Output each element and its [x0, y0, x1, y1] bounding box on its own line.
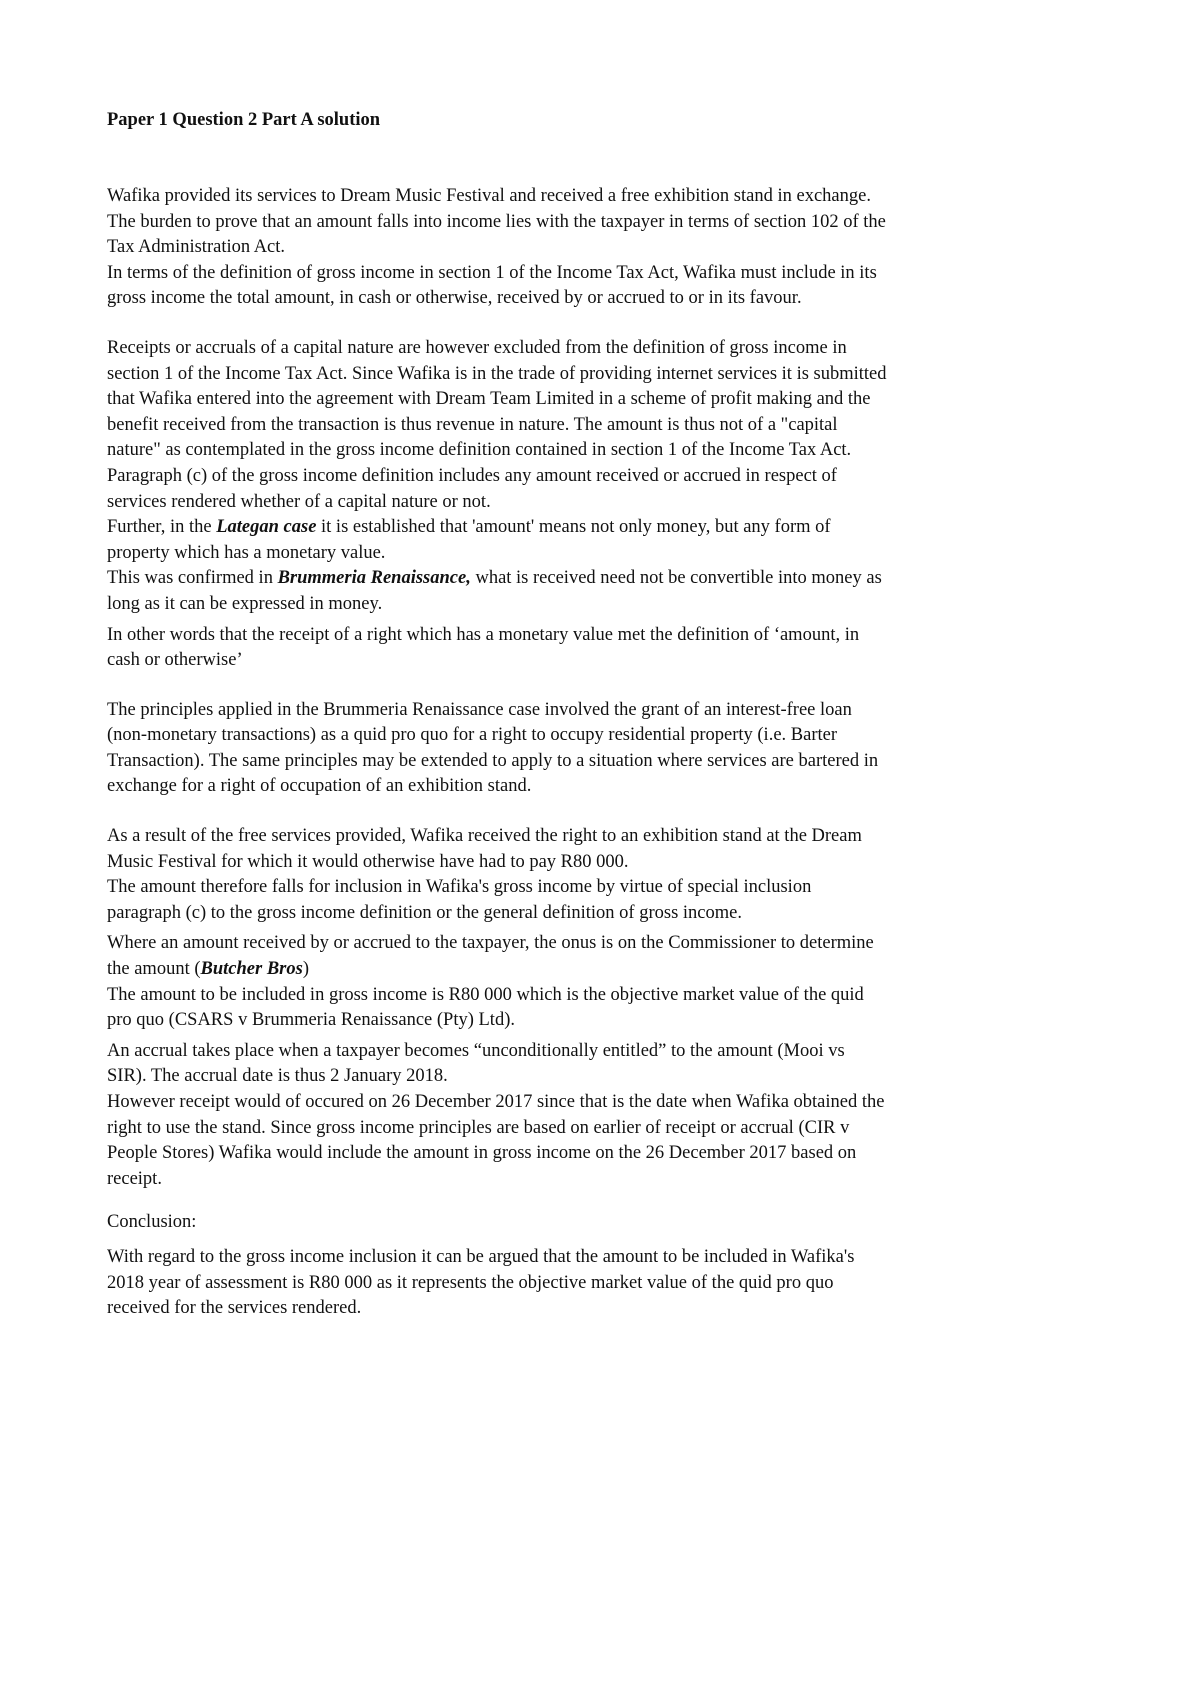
paragraph-gross-income-definition: In terms of the definition of gross income in section 1 of the Income Tax Act, Wafika must include in its gross income the total amount, in cash or otherwise, received by or accrued to or in its favour.: [107, 262, 877, 309]
butcher-text-after: ): [302, 959, 309, 980]
butcher-case-name: Butcher Bros: [200, 959, 303, 980]
lategan-case-name: Lategan case: [216, 517, 317, 538]
paragraph-services-provided: Wafika provided its services to Dream Music Festival and received a free exhibition stand in exchange.: [107, 186, 871, 206]
lategan-text-after: it is established that 'amount' means not only money, but any form of property which has a monetary value.: [107, 517, 831, 563]
paragraph-inclusion-gross-income: The amount therefore falls for inclusion in Wafika's gross income by virtue of special inclusion paragraph (c) to the gross income definition or the general definition of gross income.: [107, 877, 812, 923]
lategan-text-before: Further, in the: [107, 517, 217, 538]
paragraph-burden-of-proof: The burden to prove that an amount falls into income lies with the taxpayer in terms of section 102 of the Tax Administration Act.: [107, 211, 886, 258]
paragraph-commissioner-onus: [107, 931, 887, 982]
conclusion-heading: Conclusion:: [107, 1212, 197, 1233]
paragraph-receipt-date: However receipt would of occured on 26 December 2017 since that is the date when Wafika obtained the right to use the stand. Since gross income principles are based on earlier of receipt or accrual (CIR v People Stores) Wafika would include the amount in gross income on the 26 December 2017 based on receipt.: [107, 1092, 885, 1189]
paragraph-conclusion: With regard to the gross income inclusion it can be argued that the amount to be included in Wafika's 2018 year of assessment is R80 000 as it represents the objective market value of the quid pro quo received for the services rendered.: [107, 1246, 855, 1319]
paragraph-lategan-case: [107, 515, 887, 566]
brummeria-case-name: Brummeria Renaissance,: [277, 568, 471, 589]
paragraph-exhibition-stand-right: As a result of the free services provided, Wafika received the right to an exhibition stand at the Dream Music Festival for which it would otherwise have had to pay R80 000.: [107, 826, 862, 872]
paragraph-capital-nature: Receipts or accruals of a capital nature are however excluded from the definition of gross income in section 1 of the Income Tax Act. Since Wafika is in the trade of providing internet services it is submitted that Wafika entered into the agreement with Dream Team Limited in a scheme of profit making and the benefit received from the transaction is thus revenue in nature. The amount is thus not of a "capital nature" as contemplated in the gross income definition contained in section 1 of the Income Tax Act.: [107, 337, 887, 461]
paragraph-brummeria-principles: The principles applied in the Brummeria Renaissance case involved the grant of an interest-free loan (non-monetary transactions) as a quid pro quo for a right to occupy residential property (i.e. Barter Transaction). The same principles may be extended to apply to a situation where services are bartered in exchange for a right of occupation of an exhibition stand.: [107, 699, 879, 797]
brummeria-text-before: This was confirmed in: [107, 568, 278, 589]
paragraph-brummeria-confirmation: [107, 566, 887, 617]
brummeria-text-after: what is received need not be convertible into money as long as it can be expressed in money.: [107, 568, 882, 614]
paragraph-right-monetary-value: In other words that the receipt of a right which has a monetary value met the definition of ‘amount, in cash or otherwise’: [107, 624, 860, 671]
paragraph-market-value: The amount to be included in gross income is R80 000 which is the objective market value of the quid pro quo (CSARS v Brummeria Renaissance (Pty) Ltd).: [107, 984, 864, 1031]
document-title: Paper 1 Question 2 Part A solution: [107, 110, 381, 130]
document-body: [107, 106, 887, 1322]
butcher-text-before: Where an amount received by or accrued to the taxpayer, the onus is on the Commissioner to determine the amount (: [107, 933, 874, 980]
paragraph-accrual-date: An accrual takes place when a taxpayer becomes “unconditionally entitled” to the amount (Mooi vs SIR). The accrual date is thus 2 January 2018.: [107, 1040, 845, 1087]
paragraph-special-inclusion-c: Paragraph (c) of the gross income definition includes any amount received or accrued in respect of services rendered whether of a capital nature or not.: [107, 465, 837, 512]
